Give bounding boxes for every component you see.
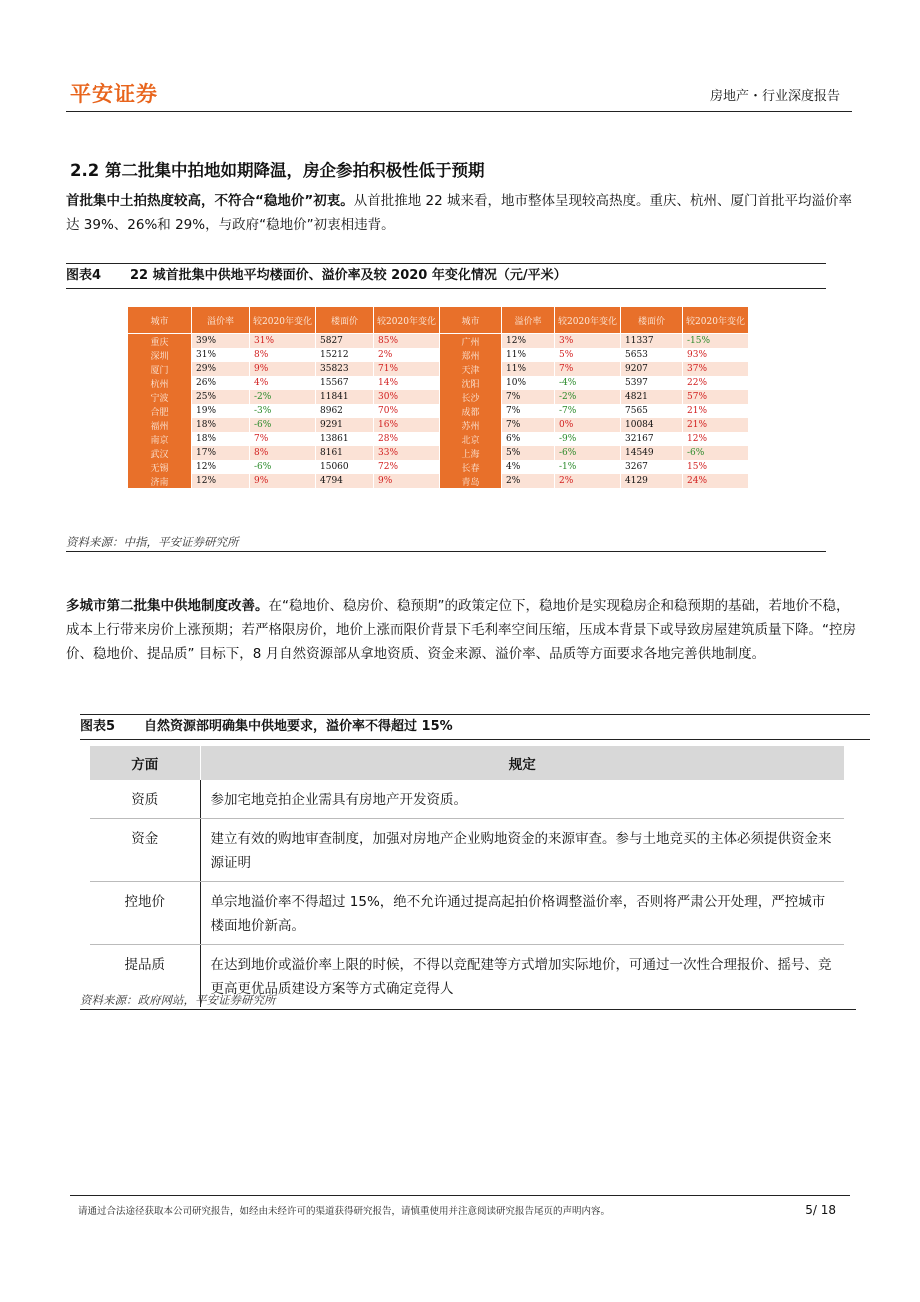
paragraph-body: 在“稳地价、稳房价、稳预期”的政策定位下，稳地价是实现稳房企和稳预期的基础，若地价不稳，成本上行带来房价上涨预期；若严格限房价，地价上涨而限价背景下毛利率空间压缩，压成本背景下或导致房屋建筑质量下降。“控房价、稳地价、提品质” 目标下，8 月自然资源部从拿地资质、资金来源、溢价率、品质等方面要求各地完善供地制度。 (66, 598, 856, 662)
value-cell: 7% (250, 432, 316, 446)
value-cell: 11841 (316, 390, 374, 404)
city-cell: 长春 (440, 460, 502, 474)
value-cell: 3% (555, 334, 621, 349)
table-row (128, 446, 749, 460)
value-cell: 13861 (316, 432, 374, 446)
value-cell: -6% (683, 446, 749, 460)
column-header: 溢价率 (192, 307, 250, 334)
figure4-source: 资料来源：中指，平安证券研究所 (66, 534, 826, 552)
city-cell: 成都 (440, 404, 502, 418)
value-cell: 21% (683, 418, 749, 432)
value-cell: 2% (502, 474, 555, 488)
value-cell: 5827 (316, 334, 374, 349)
table-row (128, 334, 749, 349)
value-cell: 22% (683, 376, 749, 390)
value-cell: 30% (374, 390, 440, 404)
land-price-table (127, 306, 749, 488)
paragraph-second-batch (66, 594, 856, 666)
value-cell: 14549 (621, 446, 683, 460)
value-cell: 3267 (621, 460, 683, 474)
table-row (128, 474, 749, 488)
city-cell: 上海 (440, 446, 502, 460)
value-cell: 6% (502, 432, 555, 446)
paragraph-first-batch (66, 189, 856, 237)
value-cell: 15212 (316, 348, 374, 362)
value-cell: 70% (374, 404, 440, 418)
value-cell: 4% (502, 460, 555, 474)
column-header: 城市 (440, 307, 502, 334)
city-cell: 青岛 (440, 474, 502, 488)
value-cell: 26% (192, 376, 250, 390)
figure4-number: 图表4 (66, 268, 102, 283)
value-cell: 5% (555, 348, 621, 362)
table-row (128, 460, 749, 474)
value-cell: -6% (250, 460, 316, 474)
value-cell: 19% (192, 404, 250, 418)
value-cell: 9% (250, 474, 316, 488)
value-cell: -1% (555, 460, 621, 474)
value-cell: -15% (683, 334, 749, 349)
value-cell: 18% (192, 418, 250, 432)
table-row (128, 390, 749, 404)
value-cell: 11337 (621, 334, 683, 349)
rule-cell: 在达到地价或溢价率上限的时候，不得以竞配建等方式增加实际地价，可通过一次性合理报价、摇号、竞更高更优品质建设方案等方式确定竞得人 (210, 957, 832, 997)
value-cell: 31% (250, 334, 316, 349)
figure4-caption (66, 263, 826, 289)
page-number: 5/ 18 (805, 1203, 836, 1217)
aspect-cell: 控地价 (90, 882, 200, 945)
column-header-aspect: 方面 (90, 746, 200, 780)
value-cell: 2% (374, 348, 440, 362)
value-cell: 11% (502, 348, 555, 362)
column-header: 楼面价 (316, 307, 374, 334)
column-header: 楼面价 (621, 307, 683, 334)
value-cell: 8161 (316, 446, 374, 460)
table-row (128, 432, 749, 446)
column-header: 较2020年变化 (683, 307, 749, 334)
aspect-cell: 资质 (90, 780, 200, 819)
value-cell: 4794 (316, 474, 374, 488)
value-cell: 11% (502, 362, 555, 376)
value-cell: 4% (250, 376, 316, 390)
city-cell: 杭州 (128, 376, 192, 390)
table-row (128, 376, 749, 390)
value-cell: 17% (192, 446, 250, 460)
value-cell: -2% (250, 390, 316, 404)
value-cell: 7% (502, 418, 555, 432)
value-cell: 8% (250, 446, 316, 460)
table-row (128, 418, 749, 432)
value-cell: 16% (374, 418, 440, 432)
value-cell: 7% (555, 362, 621, 376)
city-cell: 沈阳 (440, 376, 502, 390)
supply-requirements-table (90, 746, 844, 1007)
value-cell: 71% (374, 362, 440, 376)
value-cell: 37% (683, 362, 749, 376)
value-cell: 12% (683, 432, 749, 446)
city-cell: 天津 (440, 362, 502, 376)
city-cell: 郑州 (440, 348, 502, 362)
column-header: 较2020年变化 (555, 307, 621, 334)
paragraph-lead: 首批集中土拍热度较高，不符合“稳地价”初衷。 (66, 193, 354, 209)
value-cell: 24% (683, 474, 749, 488)
value-cell: -6% (250, 418, 316, 432)
city-cell: 济南 (128, 474, 192, 488)
city-cell: 武汉 (128, 446, 192, 460)
value-cell: 9207 (621, 362, 683, 376)
figure5-title: 自然资源部明确集中供地要求，溢价率不得超过 15% (144, 719, 453, 734)
value-cell: 9% (374, 474, 440, 488)
value-cell: 0% (555, 418, 621, 432)
value-cell: 7% (502, 404, 555, 418)
value-cell: 85% (374, 334, 440, 349)
value-cell: 2% (555, 474, 621, 488)
value-cell: -7% (555, 404, 621, 418)
column-header: 溢价率 (502, 307, 555, 334)
city-cell: 无锡 (128, 460, 192, 474)
rule-cell: 建立有效的购地审查制度，加强对房地产企业购地资金的来源审查。参与土地竞买的主体必须提供资金来源证明 (200, 819, 844, 882)
footer-disclaimer: 请通过合法途径获取本公司研究报告，如经由未经许可的渠道获得研究报告，请慎重使用并注意阅读研究报告尾页的声明内容。 (78, 1206, 611, 1217)
value-cell: -6% (555, 446, 621, 460)
value-cell: -3% (250, 404, 316, 418)
table-row (90, 819, 844, 882)
value-cell: 57% (683, 390, 749, 404)
value-cell: 4129 (621, 474, 683, 488)
figure5-source: 资料来源：政府网站，平安证券研究所 (80, 992, 856, 1010)
value-cell: 9% (250, 362, 316, 376)
value-cell: -2% (555, 390, 621, 404)
city-cell: 重庆 (128, 334, 192, 349)
column-header: 较2020年变化 (250, 307, 316, 334)
report-type: 房地产・行业深度报告 (709, 89, 840, 104)
value-cell: 8962 (316, 404, 374, 418)
value-cell: 5653 (621, 348, 683, 362)
value-cell: 31% (192, 348, 250, 362)
value-cell: 12% (192, 474, 250, 488)
column-header-rule: 规定 (200, 746, 844, 780)
value-cell: 28% (374, 432, 440, 446)
aspect-cell: 资金 (90, 819, 200, 882)
city-cell: 长沙 (440, 390, 502, 404)
value-cell: 14% (374, 376, 440, 390)
table-row (128, 348, 749, 362)
table-row (128, 362, 749, 376)
value-cell: 4821 (621, 390, 683, 404)
value-cell: 10% (502, 376, 555, 390)
city-cell: 福州 (128, 418, 192, 432)
table-row (128, 404, 749, 418)
value-cell: 7565 (621, 404, 683, 418)
city-cell: 苏州 (440, 418, 502, 432)
section-title: 2.2 第二批集中拍地如期降温，房企参拍积极性低于预期 (70, 161, 485, 180)
value-cell: 18% (192, 432, 250, 446)
value-cell: 21% (683, 404, 749, 418)
rule-cell: 单宗地溢价率不得超过 15%，绝不允许通过提高起拍价格调整溢价率，否则将严肃公开处理，严控城市楼面地价新高。 (200, 882, 844, 945)
figure5-caption (80, 714, 870, 740)
city-cell: 宁波 (128, 390, 192, 404)
city-cell: 广州 (440, 334, 502, 349)
table-row (90, 882, 844, 945)
paragraph-body: 从首批推地 22 城来看，地市整体呈现较高热度。重庆、杭州、厦门首批平均溢价率达 39%、26%和 29%，与政府“稳地价”初衷相违背。 (66, 193, 853, 233)
value-cell: 15% (683, 460, 749, 474)
value-cell: 72% (374, 460, 440, 474)
city-cell: 厦门 (128, 362, 192, 376)
value-cell: 10084 (621, 418, 683, 432)
value-cell: 5% (502, 446, 555, 460)
city-cell: 北京 (440, 432, 502, 446)
city-cell: 深圳 (128, 348, 192, 362)
value-cell: 93% (683, 348, 749, 362)
aspect-cell: 提品质 (90, 945, 200, 1008)
value-cell: 8% (250, 348, 316, 362)
city-cell: 南京 (128, 432, 192, 446)
header-divider (66, 111, 852, 112)
city-cell: 合肥 (128, 404, 192, 418)
column-header: 城市 (128, 307, 192, 334)
figure5-number: 图表5 (80, 719, 116, 734)
value-cell: 9291 (316, 418, 374, 432)
value-cell: 29% (192, 362, 250, 376)
column-header: 较2020年变化 (374, 307, 440, 334)
figure4-title: 22 城首批集中供地平均楼面价、溢价率及较 2020 年变化情况（元/平米） (130, 268, 567, 283)
value-cell: 12% (192, 460, 250, 474)
value-cell: -4% (555, 376, 621, 390)
value-cell: 25% (192, 390, 250, 404)
value-cell: -9% (555, 432, 621, 446)
value-cell: 15060 (316, 460, 374, 474)
value-cell: 35823 (316, 362, 374, 376)
footer-divider (70, 1195, 850, 1196)
value-cell: 7% (502, 390, 555, 404)
rule-cell: 参加宅地竞拍企业需具有房地产开发资质。 (200, 780, 844, 819)
value-cell: 15567 (316, 376, 374, 390)
value-cell: 33% (374, 446, 440, 460)
value-cell: 12% (502, 334, 555, 349)
value-cell: 32167 (621, 432, 683, 446)
company-logo: 平安证券 (70, 82, 158, 106)
paragraph-lead: 多城市第二批集中供地制度改善。 (66, 598, 269, 614)
value-cell: 39% (192, 334, 250, 349)
value-cell: 5397 (621, 376, 683, 390)
table-row (90, 780, 844, 819)
